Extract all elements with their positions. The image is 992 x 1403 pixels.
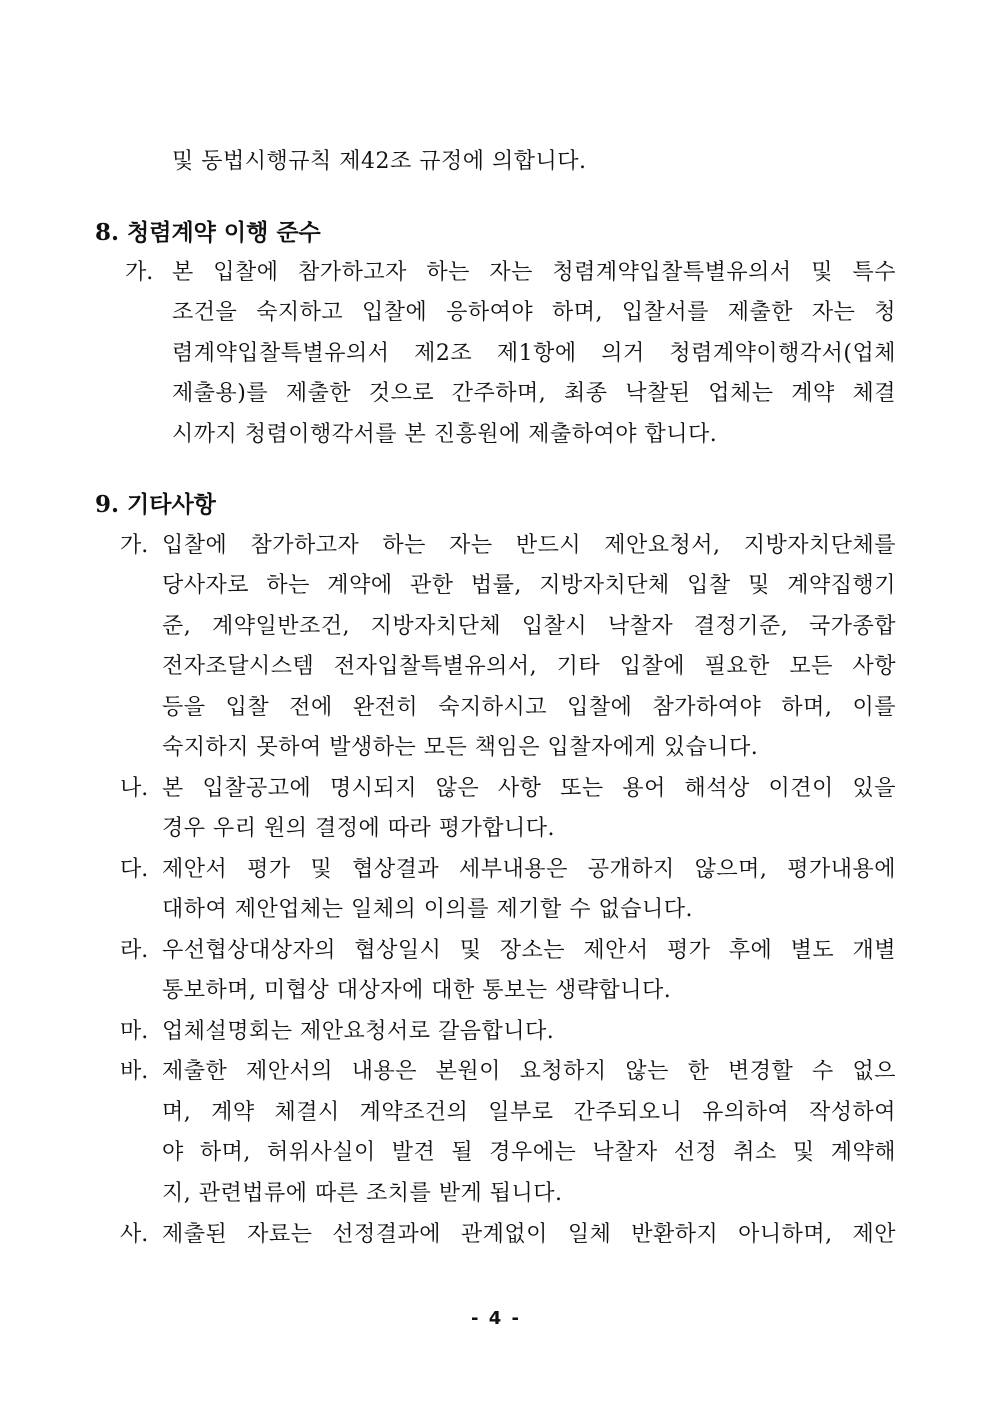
list-item-line: 제출한 제안서의 내용은 본원이 요청하지 않는 한 변경할 수 없으 [162,1059,896,1084]
section-8-heading: 8. 청렴계약 이행 준수 [95,219,321,246]
list-item-marker: 라. [120,938,149,963]
list-item-line: 제출용)를 제출한 것으로 간주하며, 최종 낙찰된 업체는 계약 체결 [172,381,896,406]
page-number: - 4 - [471,1308,521,1329]
list-item-line: 우선협상대상자의 협상일시 및 장소는 제안서 평가 후에 별도 개별 [162,938,896,963]
list-item-line: 제안서 평가 및 협상결과 세부내용은 공개하지 않으며, 평가내용에 [162,857,896,882]
list-item-line: 당사자로 하는 계약에 관한 법률, 지방자치단체 입찰 및 계약집행기 [162,573,896,598]
list-item-line: 통보하며, 미협상 대상자에 대한 통보는 생략합니다. [162,978,672,1003]
section-9-heading: 9. 기타사항 [95,491,216,518]
list-item-line: 야 하며, 허위사실이 발견 될 경우에는 낙찰자 선정 취소 및 계약해 [162,1140,896,1165]
list-item-marker: 가. [125,260,154,285]
list-item-line: 렴계약입찰특별유의서 제2조 제1항에 의거 청렴계약이행각서(업체 [172,341,896,366]
list-item-line: 등을 입찰 전에 완전히 숙지하시고 입찰에 참가하여야 하며, 이를 [162,695,896,720]
list-item-line: 본 입찰에 참가하고자 하는 자는 청렴계약입찰특별유의서 및 특수 [172,260,896,285]
list-item-line: 전자조달시스템 전자입찰특별유의서, 기타 입찰에 필요한 모든 사항 [162,654,896,679]
list-item-line: 경우 우리 원의 결정에 따라 평가합니다. [162,816,555,841]
list-item-line: 대하여 제안업체는 일체의 이의를 제기할 수 없습니다. [162,897,693,922]
list-item-line: 준, 계약일반조건, 지방자치단체 입찰시 낙찰자 결정기준, 국가종합 [162,614,896,639]
list-item-marker: 다. [120,857,149,882]
list-item-marker: 사. [120,1222,149,1247]
list-item-line: 제출된 자료는 선정결과에 관계없이 일체 반환하지 아니하며, 제안 [162,1222,896,1247]
list-item-marker: 바. [120,1059,149,1084]
list-item-marker: 나. [120,776,149,801]
list-item-line: 며, 계약 체결시 계약조건의 일부로 간주되오니 유의하여 작성하여 [162,1100,896,1125]
list-item-line: 조건을 숙지하고 입찰에 응하여야 하며, 입찰서를 제출한 자는 청 [172,300,896,325]
continuation-text: 및 동법시행규칙 제42조 규정에 의합니다. [172,149,587,174]
list-item-line: 지, 관련법류에 따른 조치를 받게 됩니다. [162,1181,563,1206]
list-item-line: 숙지하지 못하여 발생하는 모든 책임은 입찰자에게 있습니다. [162,735,759,760]
list-item-line: 본 입찰공고에 명시되지 않은 사항 또는 용어 해석상 이견이 있을 [162,776,896,801]
list-item-line: 입찰에 참가하고자 하는 자는 반드시 제안요청서, 지방자치단체를 [162,533,896,558]
list-item-marker: 마. [120,1019,149,1044]
list-item-line: 업체설명회는 제안요청서로 갈음합니다. [162,1019,555,1044]
list-item-marker: 가. [120,533,149,558]
list-item-line: 시까지 청렴이행각서를 본 진흥원에 제출하여야 합니다. [172,422,718,447]
